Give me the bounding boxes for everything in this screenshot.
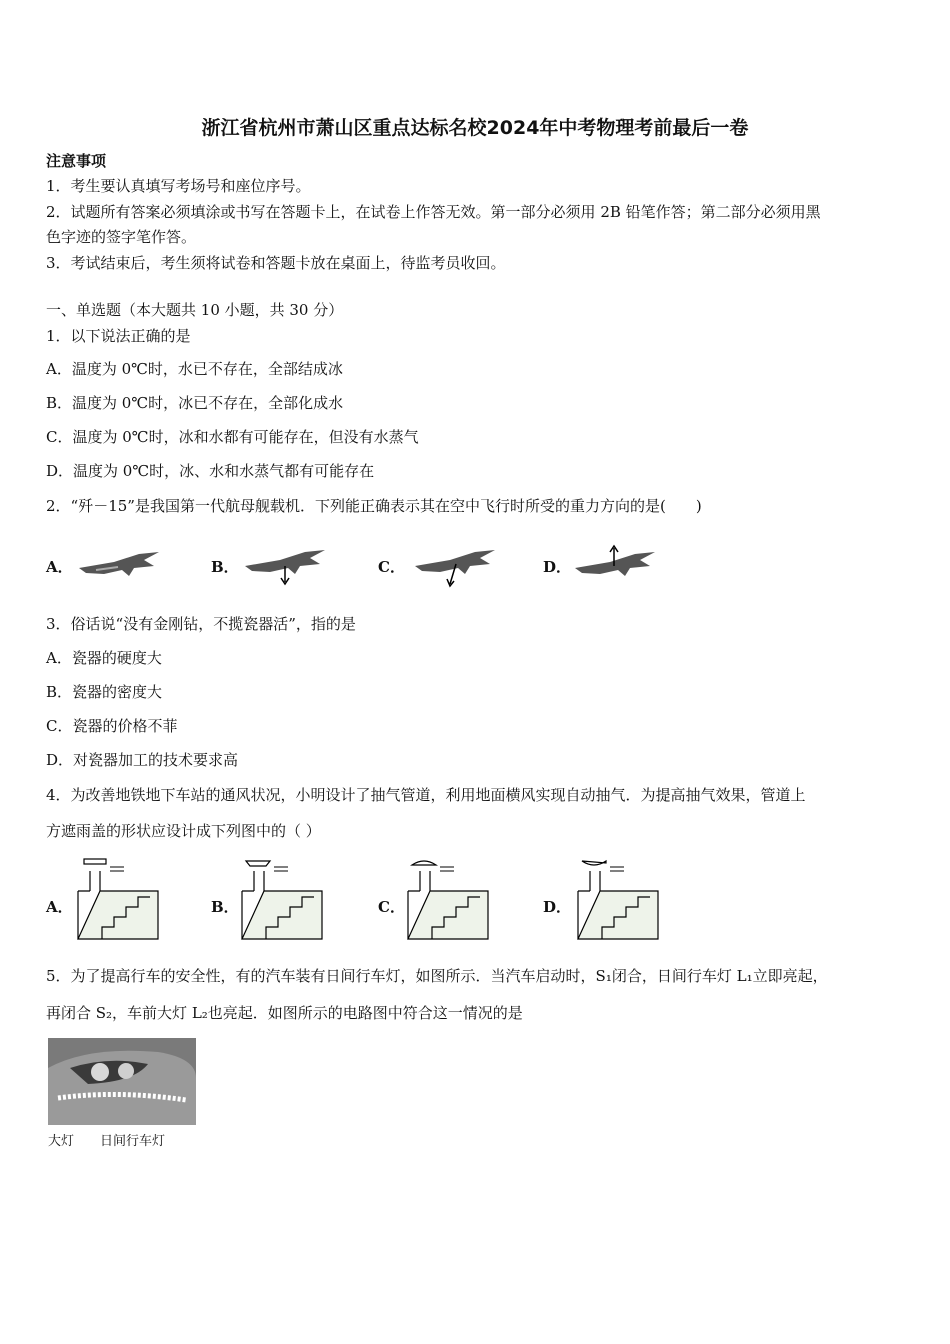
notice-item-1: 1．考生要认真填写考场号和座位序号。 <box>46 177 311 195</box>
q2-jet-image-d <box>570 544 660 586</box>
q3-option-b: B．瓷器的密度大 <box>46 683 163 701</box>
q3-option-d: D．对瓷器加工的技术要求高 <box>46 751 239 769</box>
q3-stem: 3．俗话说“没有金刚钻，不揽瓷器活”，指的是 <box>46 615 356 633</box>
q5-stem-line-1: 5．为了提高行车的安全性，有的汽车装有日间行车灯，如图所示．当汽车启动时，S₁闭合，日间行车灯 L₁立即亮起， <box>46 967 828 985</box>
q3-option-a: A．瓷器的硬度大 <box>46 649 162 667</box>
notice-heading: 注意事项 <box>46 152 107 170</box>
q4-duct-diagram-d <box>572 855 662 941</box>
q4-label-c: C． <box>378 898 405 916</box>
q3-option-c: C．瓷器的价格不菲 <box>46 717 178 735</box>
q1-option-b: B．温度为 0℃时，冰已不存在，全部化成水 <box>46 394 344 412</box>
q1-option-a: A．温度为 0℃时，水已不存在，全部结成冰 <box>46 360 343 378</box>
notice-item-2-line-2: 色字迹的签字笔作答。 <box>46 228 197 246</box>
q2-label-b: B． <box>211 558 239 576</box>
car-headlight-photo <box>48 1038 196 1125</box>
exam-title: 浙江省杭州市萧山区重点达标名校2024年中考物理考前最后一卷 <box>201 117 749 139</box>
q4-label-a: A． <box>46 898 73 916</box>
q2-jet-image-a <box>74 546 164 586</box>
q2-stem: 2．“歼－15”是我国第一代航母舰载机．下列能正确表示其在空中飞行时所受的重力方向的是( ) <box>46 497 702 515</box>
caption-daytime-running-light: 日间行车灯 <box>100 1134 166 1149</box>
notice-item-2-line-1: 2．试题所有答案必须填涂或书写在答题卡上，在试卷上作答无效。第一部分必须用 2B 铅笔作答；第二部分必须用黑 <box>46 203 821 221</box>
q2-label-a: A． <box>46 558 73 576</box>
q4-label-d: D． <box>543 898 572 916</box>
q1-stem: 1．以下说法正确的是 <box>46 327 191 345</box>
q2-jet-image-b <box>240 544 330 586</box>
q4-stem-line-2: 方遮雨盖的形状应设计成下列图中的（ ） <box>46 822 321 840</box>
q4-duct-diagram-b <box>236 855 326 941</box>
q1-option-d: D．温度为 0℃时，冰、水和水蒸气都有可能存在 <box>46 462 375 480</box>
q2-label-c: C． <box>378 558 405 576</box>
q4-label-b: B． <box>211 898 239 916</box>
q4-duct-diagram-a <box>72 855 162 941</box>
q2-jet-image-c <box>410 544 500 588</box>
q2-label-d: D． <box>543 558 572 576</box>
q5-stem-line-2: 再闭合 S₂，车前大灯 L₂也亮起．如图所示的电路图中符合这一情况的是 <box>46 1004 523 1022</box>
q4-stem-line-1: 4．为改善地铁地下车站的通风状况，小明设计了抽气管道，利用地面横风实现自动抽气．为提高抽气效果，管道上 <box>46 786 806 804</box>
q4-duct-diagram-c <box>402 855 492 941</box>
caption-headlight: 大灯 <box>48 1134 75 1149</box>
section-heading: 一、单选题（本大题共 10 小题，共 30 分） <box>46 301 344 319</box>
notice-item-3: 3．考试结束后，考生须将试卷和答题卡放在桌面上，待监考员收回。 <box>46 254 506 272</box>
q1-option-c: C．温度为 0℃时，冰和水都有可能存在，但没有水蒸气 <box>46 428 419 446</box>
